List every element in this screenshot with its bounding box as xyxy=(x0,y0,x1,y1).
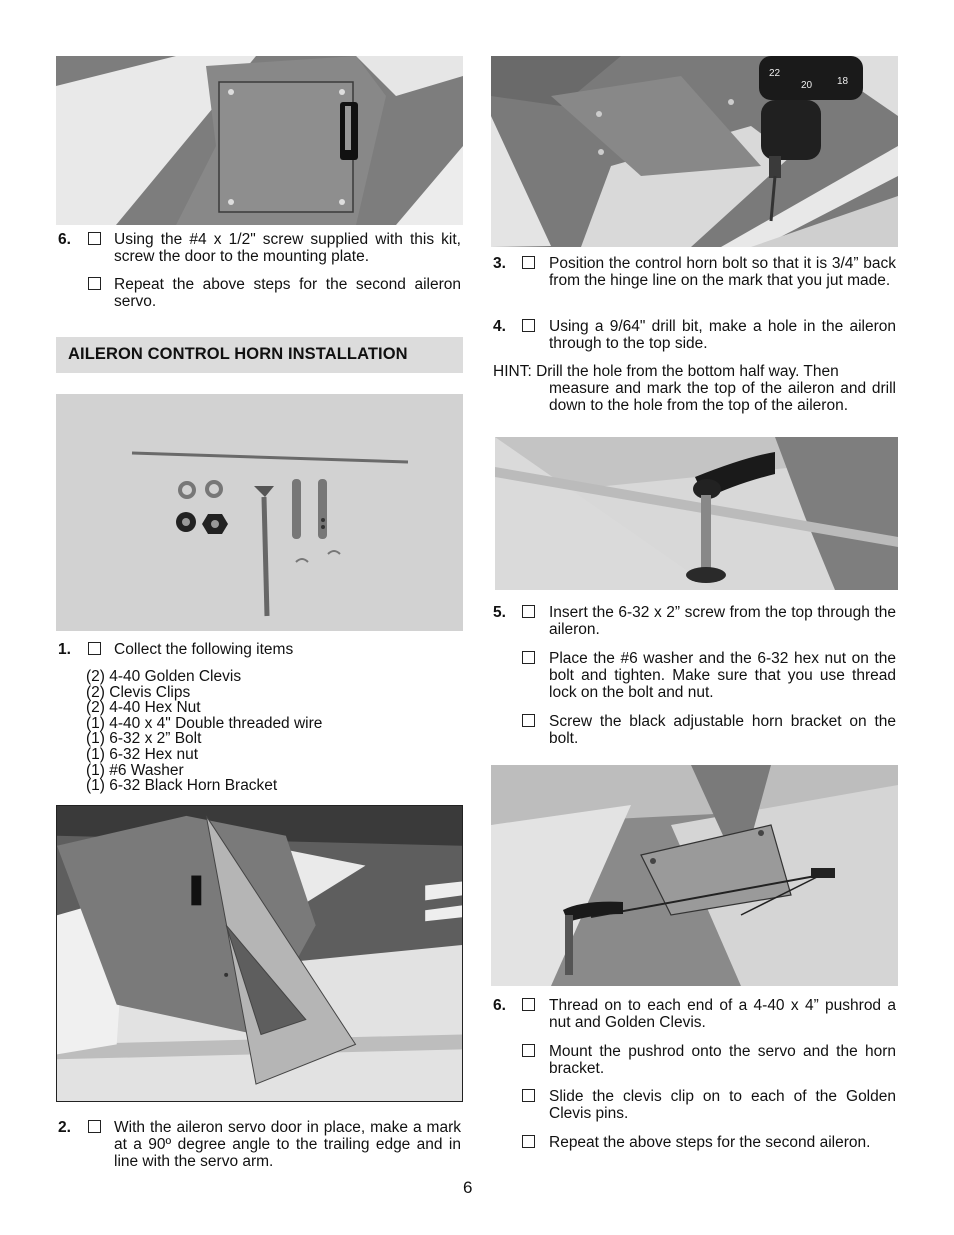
hint-label: HINT: xyxy=(493,363,532,380)
parts-list-item: (1) #6 Washer xyxy=(86,761,184,779)
checkbox[interactable] xyxy=(88,277,101,290)
parts-list-item: (1) 6-32 x 2” Bolt xyxy=(86,730,202,748)
right-step-5 xyxy=(493,604,897,640)
drill-chuck-number: 22 xyxy=(769,68,781,79)
parts-list-item: (2) 4-40 Hex Nut xyxy=(86,699,201,717)
step-text: Using a 9/64" drill bit, make a hole in the aileron through to the top side. xyxy=(549,318,896,352)
step-number: 5. xyxy=(493,604,506,621)
parts-list xyxy=(86,668,456,793)
checkbox[interactable] xyxy=(522,998,535,1011)
right-step-4 xyxy=(493,318,897,354)
step-number: 4. xyxy=(493,318,506,335)
parts-list-item: (1) 4-40 x 4" Double threaded wire xyxy=(86,714,323,732)
checkbox[interactable] xyxy=(88,642,101,655)
hint-text: measure and mark the top of the aileron and drill down to the hole from the top of the aileron. xyxy=(549,380,896,414)
step-text: Repeat the above steps for the second aileron. xyxy=(549,1134,871,1151)
right-step-6-sub xyxy=(493,1134,897,1170)
step-text: Slide the clevis clip on to each of the Golden Clevis pins. xyxy=(549,1088,896,1122)
left-step-6 xyxy=(58,231,462,267)
step-text: Repeat the above steps for the second aileron servo. xyxy=(114,276,461,310)
step-text: Mount the pushrod onto the servo and the horn bracket. xyxy=(549,1043,896,1077)
checkbox[interactable] xyxy=(522,714,535,727)
checkbox[interactable] xyxy=(522,319,535,332)
checkbox[interactable] xyxy=(522,1089,535,1102)
section-heading xyxy=(56,337,463,373)
right-step-6 xyxy=(493,997,897,1033)
right-step-5-sub xyxy=(493,713,897,749)
parts-list-item: (1) 6-32 Black Horn Bracket xyxy=(86,777,278,795)
checkbox[interactable] xyxy=(522,605,535,618)
hint-first-line: Drill the hole from the bottom half way. Then xyxy=(536,363,839,380)
left-step-6-sub xyxy=(58,276,462,312)
photo-parts-layout xyxy=(56,394,463,631)
checkbox[interactable] xyxy=(88,232,101,245)
step-text: With the aileron servo door in place, make a mark at a 90º degree angle to the trailing edge and in line with the servo arm. xyxy=(114,1119,461,1170)
step-text: Using the #4 x 1/2" screw supplied with this kit, screw the door to the mounting plate. xyxy=(114,231,461,265)
hint-block xyxy=(493,363,897,433)
step-number: 3. xyxy=(493,255,506,272)
photo-pushrod-installed xyxy=(491,765,898,986)
step-text: Screw the black adjustable horn bracket on the bolt. xyxy=(549,713,896,747)
drill-chuck-number: 18 xyxy=(837,76,849,87)
right-step-6-sub xyxy=(493,1043,897,1079)
parts-list-item: (2) Clevis Clips xyxy=(86,683,191,701)
parts-list-item: (1) 6-32 Hex nut xyxy=(86,745,198,763)
right-step-3 xyxy=(493,255,897,309)
checkbox[interactable] xyxy=(522,1044,535,1057)
step-text: Place the #6 washer and the 6-32 hex nut on the bolt and tighten. Make sure that you use thread lock on the bolt and nut. xyxy=(549,650,896,701)
step-number: 6. xyxy=(493,997,506,1014)
photo-drilling xyxy=(491,56,898,247)
checkbox[interactable] xyxy=(522,256,535,269)
checkbox[interactable] xyxy=(522,651,535,664)
right-step-5-sub xyxy=(493,650,897,704)
section-heading-text: AILERON CONTROL HORN INSTALLATION xyxy=(68,345,408,363)
right-step-6-sub xyxy=(493,1088,897,1124)
step-text: Collect the following items xyxy=(114,641,294,658)
page-number: 6 xyxy=(463,1178,473,1197)
drill-chuck-number: 20 xyxy=(801,80,813,91)
parts-list-item: (2) 4-40 Golden Clevis xyxy=(86,668,242,685)
photo-triangle-marking xyxy=(56,805,463,1102)
step-text: Thread on to each end of a 4-40 x 4” pushrod a nut and Golden Clevis. xyxy=(549,997,896,1031)
checkbox[interactable] xyxy=(522,1135,535,1148)
left-step-1 xyxy=(58,641,462,661)
step-number: 6. xyxy=(58,231,71,248)
photo-horn-bracket-bolt xyxy=(495,437,898,590)
photo-servo-door-mounted xyxy=(56,56,463,225)
step-number: 2. xyxy=(58,1119,71,1136)
step-number: 1. xyxy=(58,641,71,658)
left-step-2 xyxy=(58,1119,462,1173)
step-text: Insert the 6-32 x 2” screw from the top through the aileron. xyxy=(549,604,896,638)
checkbox[interactable] xyxy=(88,1120,101,1133)
step-text: Position the control horn bolt so that it is 3/4” back from the hinge line on the mark that you jut made. xyxy=(549,255,896,289)
